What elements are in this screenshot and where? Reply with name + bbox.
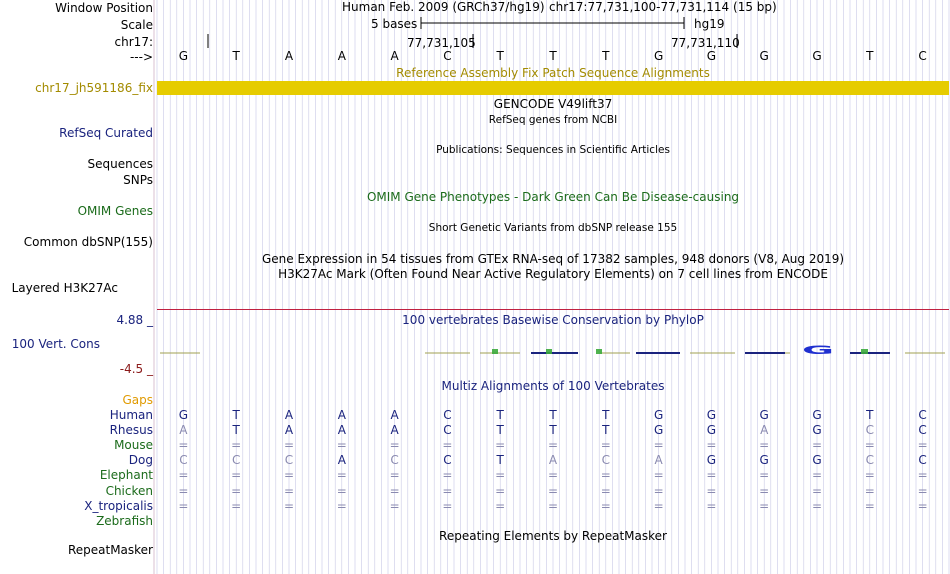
reference-base: A (390, 49, 399, 63)
phylop-track-title: 100 vertebrates Basewise Conservation by PhyloP (402, 313, 704, 327)
label-scale: Scale (120, 18, 153, 32)
alignment-base: = (495, 498, 506, 513)
alignment-base: G (812, 408, 822, 422)
alignment-base: A (284, 423, 294, 438)
alignment-base: = (283, 468, 295, 483)
alignment-base: = (706, 438, 717, 453)
species-label-zebrafish[interactable]: Zebrafish (96, 513, 153, 528)
repeatmasker-track-title: Repeating Elements by RepeatMasker (439, 529, 667, 543)
fix-patch-track-title: Reference Assembly Fix Patch Sequence Alignments (396, 66, 710, 80)
alignment-base: = (336, 483, 347, 498)
alignment-base: = (917, 483, 928, 498)
alignment-base: T (232, 408, 240, 422)
alignment-base: C (918, 408, 927, 422)
label-fix-patch-track[interactable]: chr17_jh591186_fix (35, 81, 153, 95)
label-cons-min: -4.5 _ (119, 362, 153, 376)
alignment-base: = (547, 438, 559, 453)
alignment-base: G (812, 453, 822, 468)
alignment-base: = (442, 468, 453, 483)
label-omim-track[interactable]: OMIM Genes (77, 204, 153, 218)
alignment-base: = (389, 468, 400, 483)
alignment-base: = (442, 483, 453, 498)
alignment-base: T (549, 423, 557, 438)
reference-base: G (812, 49, 822, 63)
label-window-position: Window Position (55, 1, 153, 15)
label-repeatmasker-track[interactable]: RepeatMasker (67, 543, 153, 557)
alignment-base: G (759, 453, 769, 468)
publications-track-title: Publications: Sequences in Scientific Articles (436, 144, 670, 156)
h3k27ac-track-title: H3K27Ac Mark (Often Found Near Active Regulatory Elements) on 7 cell lines from ENCODE (278, 267, 828, 281)
alignment-base: = (495, 483, 506, 498)
label-cons-track[interactable]: 100 Vert. Cons (11, 337, 100, 351)
alignment-base: T (496, 408, 504, 422)
reference-base: T (549, 49, 557, 63)
alignment-base: = (283, 498, 295, 513)
reference-base: G (178, 49, 189, 63)
gtex-track-title: Gene Expression in 54 tissues from GTEx RNA-seq of 17382 samples, 948 donors (V8, Aug 2019) (261, 252, 845, 266)
alignment-base: T (549, 408, 557, 422)
label-h3k27ac-track[interactable]: Layered H3K27Ac (11, 281, 118, 295)
alignment-base: = (653, 498, 664, 513)
alignment-base: C (443, 408, 452, 422)
alignment-base: C (601, 453, 610, 468)
alignment-base: = (653, 483, 664, 498)
alignment-base: = (600, 483, 611, 498)
conservation-bar (531, 352, 578, 354)
alignment-base: = (811, 468, 823, 483)
alignment-base: C (443, 453, 452, 468)
species-label-elephant[interactable]: Elephant (99, 468, 153, 483)
conservation-bar (850, 352, 890, 354)
reference-base: T (496, 49, 504, 63)
window-position-readout: chr17:77,731,100-77,731,114 (15 bp) (549, 0, 777, 14)
reference-base: A (337, 49, 346, 63)
alignment-base: = (495, 438, 506, 453)
scale-bar-label: 5 bases (371, 17, 418, 31)
conservation-bar (596, 349, 602, 354)
label-sequences-track[interactable]: Sequences (87, 157, 153, 171)
alignment-base: C (918, 453, 927, 468)
alignment-base: = (864, 468, 875, 483)
alignment-base: = (283, 483, 295, 498)
alignment-base: = (706, 498, 717, 513)
alignment-base: C (865, 453, 874, 468)
alignment-base: = (178, 438, 189, 453)
alignment-base: = (336, 468, 347, 483)
alignment-base: = (759, 468, 770, 483)
alignment-base: = (811, 483, 823, 498)
alignment-base: = (653, 468, 664, 483)
reference-base: T (232, 49, 240, 63)
species-label-dog[interactable]: Dog (128, 453, 153, 468)
alignment-base: T (602, 408, 610, 422)
species-label-rhesus[interactable]: Rhesus (109, 423, 153, 438)
alignment-base: = (336, 438, 347, 453)
alignment-base: C (284, 453, 294, 468)
assembly-title: Human Feb. 2009 (GRCh37/hg19) (342, 0, 545, 14)
alignment-base: = (547, 483, 559, 498)
alignment-base: = (389, 483, 400, 498)
species-label-chicken[interactable]: Chicken (105, 483, 153, 498)
reference-base: C (443, 49, 452, 63)
fix-patch-alignment-bar[interactable] (157, 81, 949, 95)
alignment-base: = (442, 498, 453, 513)
alignment-base: = (547, 498, 559, 513)
alignment-base: = (706, 483, 717, 498)
alignment-base: A (337, 423, 346, 438)
alignment-base: = (653, 438, 664, 453)
dbsnp-track-title: Short Genetic Variants from dbSNP release 155 (428, 222, 678, 234)
alignment-base: G (653, 408, 664, 422)
species-label-x_tropicalis[interactable]: X_tropicalis (84, 498, 153, 513)
alignment-base: A (390, 423, 399, 438)
alignment-base: G (706, 423, 717, 438)
alignment-base: T (602, 423, 610, 438)
alignment-base: = (917, 498, 928, 513)
alignment-base: = (811, 498, 823, 513)
alignment-base: C (179, 453, 188, 468)
alignment-base: = (389, 498, 400, 513)
alignment-base: = (231, 438, 242, 453)
alignment-base: = (178, 498, 189, 513)
gencode-track-title: GENCODE V49lift37 (493, 97, 613, 111)
alignment-base: = (600, 468, 611, 483)
conservation-bar (546, 349, 552, 354)
reference-base: G (706, 49, 717, 63)
alignment-base: = (389, 438, 400, 453)
label-chromosome: chr17: (114, 35, 153, 49)
alignment-base: G (178, 408, 189, 422)
refseq-track-title: RefSeq genes from NCBI (488, 114, 618, 126)
reference-base: A (284, 49, 294, 63)
alignment-base: A (337, 408, 346, 422)
reference-base: C (918, 49, 927, 63)
omim-track-title: OMIM Gene Phenotypes - Dark Green Can Be Disease-causing (366, 190, 740, 204)
alignment-base: = (759, 438, 770, 453)
alignment-base: = (759, 483, 770, 498)
alignment-base: A (284, 408, 294, 422)
alignment-base: = (864, 498, 875, 513)
alignment-base: C (918, 423, 927, 438)
alignment-base: T (496, 453, 504, 468)
label-snps-track[interactable]: SNPs (123, 173, 153, 187)
alignment-base: = (283, 438, 295, 453)
alignment-base: C (231, 453, 241, 468)
species-label-mouse[interactable]: Mouse (114, 438, 153, 453)
alignment-base: = (600, 498, 611, 513)
alignment-base: = (231, 468, 242, 483)
conservation-logo-letter: G (802, 343, 834, 357)
alignment-base: = (178, 468, 189, 483)
conservation-bar (492, 349, 498, 354)
alignment-base: = (706, 468, 717, 483)
alignment-base: A (337, 453, 346, 468)
alignment-base: = (811, 438, 823, 453)
alignment-base: = (178, 483, 189, 498)
label-cons-max: 4.88 _ (116, 313, 153, 327)
label-dbsnp-track[interactable]: Common dbSNP(155) (23, 235, 153, 249)
alignment-base: G (759, 408, 769, 422)
alignment-base: = (231, 498, 242, 513)
alignment-base: G (706, 408, 717, 422)
alignment-base: C (390, 453, 399, 468)
alignment-base: G (653, 423, 664, 438)
alignment-base: C (443, 423, 452, 438)
conservation-bar (745, 352, 785, 354)
alignment-base: = (759, 498, 770, 513)
conservation-bar (636, 352, 680, 354)
alignment-base: = (864, 483, 875, 498)
species-label-human[interactable]: Human (109, 408, 153, 422)
alignment-base: = (336, 498, 347, 513)
scale-assembly-label: hg19 (694, 17, 725, 31)
alignment-base: = (495, 468, 506, 483)
alignment-base: = (442, 438, 453, 453)
alignment-base: = (231, 483, 242, 498)
label-gaps: Gaps (122, 393, 153, 407)
label-strand-arrow[interactable]: ---> (129, 50, 153, 64)
coordinate-label: 77,731,110 (671, 36, 740, 50)
alignment-base: A (760, 423, 769, 438)
alignment-base: = (547, 468, 559, 483)
alignment-base: A (548, 453, 558, 468)
conservation-bar (861, 349, 868, 354)
coordinate-label: 77,731,105 (407, 36, 476, 50)
alignment-base: = (600, 438, 611, 453)
alignment-base: C (865, 423, 874, 438)
alignment-base: A (179, 423, 188, 438)
alignment-base: A (654, 453, 663, 468)
multiz-track-title: Multiz Alignments of 100 Vertebrates (441, 379, 665, 393)
alignment-base: G (706, 453, 717, 468)
reference-base: T (602, 49, 610, 63)
alignment-base: = (917, 438, 928, 453)
reference-base: G (653, 49, 664, 63)
alignment-base: A (390, 408, 399, 422)
alignment-base: = (864, 438, 875, 453)
label-refseq-track[interactable]: RefSeq Curated (59, 126, 153, 140)
track-divider (157, 309, 949, 310)
alignment-base: T (866, 408, 874, 422)
alignment-base: = (917, 468, 928, 483)
reference-base: T (866, 49, 874, 63)
alignment-base: T (496, 423, 504, 438)
reference-base: G (759, 49, 769, 63)
alignment-base: G (812, 423, 822, 438)
alignment-base: T (232, 423, 240, 438)
